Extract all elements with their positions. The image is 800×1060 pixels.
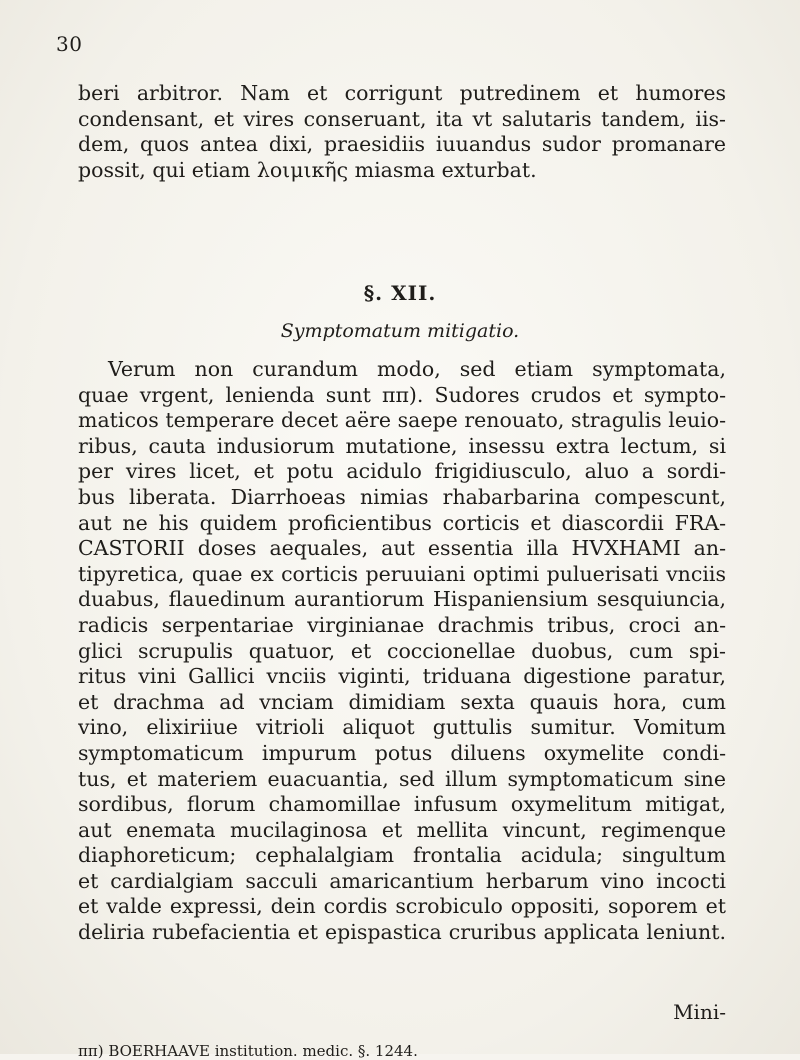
text-line: symptomaticum impurum potus diluens oxymelite condi-	[78, 740, 726, 765]
text-line: sordibus, florum chamomillae infusum oxymelitum mitigat,	[78, 792, 726, 817]
text-line: vino, elixiriiue vitrioli aliquot guttulis sumitur. Vomitum	[78, 715, 726, 740]
text-line: ribus, cauta indusiorum mutatione, insessu extra lectum, si	[78, 433, 726, 458]
text-line: et drachma ad vnciam dimidiam sexta quauis hora, cum	[78, 689, 726, 714]
text-line: tipyretica, quae ex corticis peruuiani optimi puluerisati vnciis	[78, 561, 726, 586]
text-line: dem, quos antea dixi, praesidiis iuuandus sudor promanare	[78, 132, 726, 157]
text-line: aut enemata mucilaginosa et mellita vincunt, regimenque	[78, 817, 726, 842]
text-line: ritus vini Gallici vnciis viginti, triduana digestione paratur,	[78, 664, 726, 689]
text-line: aut ne his quidem proficientibus corticis et diascordii FRA-	[78, 510, 726, 535]
text-line: per vires licet, et potu acidulo frigidiusculo, aluo a sordi-	[78, 459, 726, 484]
text-line: glici scrupulis quatuor, et coccionellae duobus, cum spi-	[78, 638, 726, 663]
text-line: maticos temperare decet aëre saepe renouato, stragulis leuio-	[78, 408, 726, 433]
paragraph-opening	[78, 81, 726, 183]
text-line: condensant, et vires conseruant, ita vt salutaris tandem, iis-	[78, 106, 726, 131]
text-line: et valde expressi, dein cordis scrobiculo oppositi, soporem et	[78, 894, 726, 919]
text-line: tus, et materiem euacuantia, sed illum symptomaticum sine	[78, 766, 726, 791]
text-line: Verum non curandum modo, sed etiam symptomata,	[108, 357, 726, 381]
text-line: bus liberata. Diarrhoeas nimias rhabarbarina compescunt,	[78, 484, 726, 509]
text-line: quae vrgent, lenienda sunt ππ). Sudores crudos et sympto-	[78, 382, 726, 407]
text-line: deliria rubefacientia et epispastica cruribus applicata leniunt.	[78, 920, 726, 945]
text-line: CASTORII doses aequales, aut essentia illa HVXHAMI an-	[78, 536, 726, 561]
text-line: diaphoreticum; cephalalgiam frontalia acidula; singultum	[78, 843, 726, 868]
catchword: Mini-	[673, 1000, 726, 1024]
text-line: radicis serpentariae virginianae drachmis tribus, croci an-	[78, 612, 726, 637]
text-line: duabus, flauedinum aurantiorum Hispaniensium sesquiuncia,	[78, 587, 726, 612]
section-number: §. XII.	[363, 281, 437, 305]
text-line: et cardialgiam sacculi amaricantium herbarum vino incocti	[78, 868, 726, 893]
footnote: ππ) BOERHAAVE institution. medic. §. 1244.	[78, 1042, 418, 1060]
section-title: Symptomatum mitigatio.	[280, 320, 520, 342]
text-line: beri arbitror. Nam et corrigunt putredinem et humores	[78, 81, 726, 105]
page-number: 30	[56, 32, 83, 56]
text-line: possit, qui etiam λοιμικῆς miasma exturbat.	[78, 157, 537, 182]
paragraph-symptoms	[78, 357, 726, 946]
